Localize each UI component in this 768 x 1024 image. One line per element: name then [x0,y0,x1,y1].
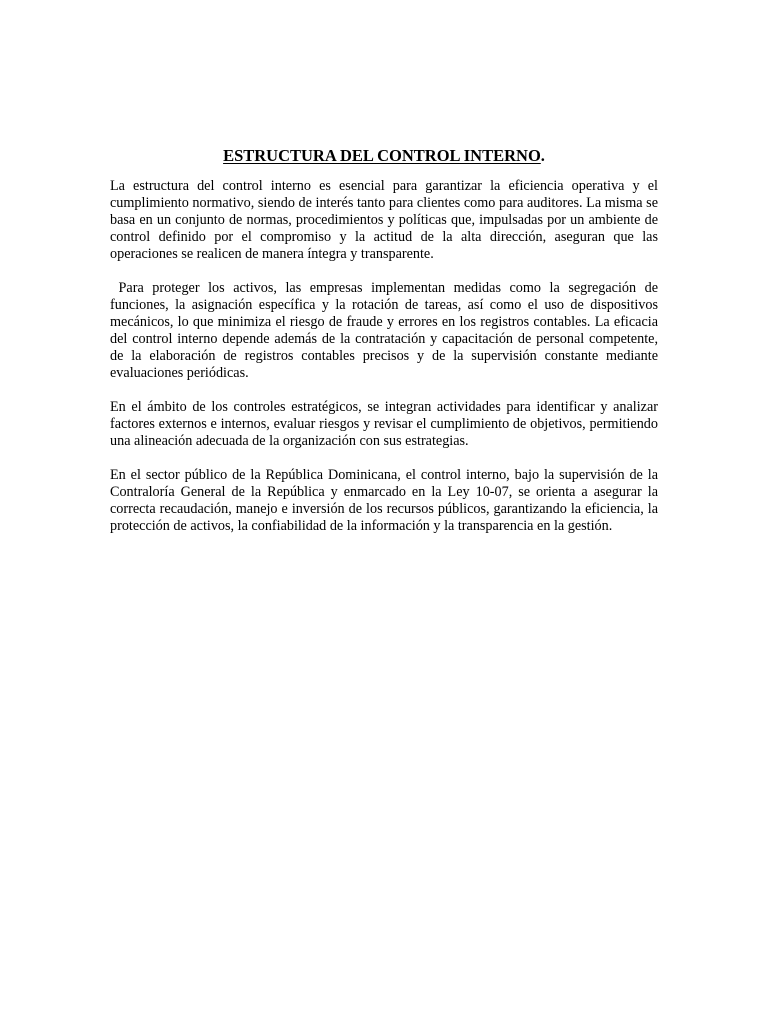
document-title-text: ESTRUCTURA DEL CONTROL INTERNO [223,146,541,165]
paragraph-4: En el sector público de la República Dominicana, el control interno, bajo la supervisión de la Contraloría General de la República y enmarcado en la Ley 10-07, se orienta a asegurar la correcta recaudación, manejo e inversión de los recursos públicos, garantizando la eficiencia, la protección de activos, la confiabilidad de la información y la transparencia en la gestión. [110,467,662,534]
paragraph-2: Para proteger los activos, las empresas implementan medidas como la segregación de funciones, la asignación específica y la rotación de tareas, así como el uso de dispositivos mecánicos, lo que minimiza el riesgo de fraude y errores en los registros contables. La eficacia del control interno depende además de la contratación y capacitación de personal competente, de la elaboración de registros contables precisos y de la supervisión constante mediante evaluaciones periódicas. [110,280,662,381]
document-title-period: . [540,146,545,165]
document-body [110,146,662,552]
paragraph-3: En el ámbito de los controles estratégicos, se integran actividades para identificar y analizar factores externos e internos, evaluar riesgos y revisar el cumplimiento de objetivos, permitiendo una alineación adecuada de la organización con sus estrategias. [110,399,662,449]
paragraph-1: La estructura del control interno es esencial para garantizar la eficiencia operativa y el cumplimiento normativo, siendo de interés tanto para clientes como para auditores. La misma se basa en un conjunto de normas, procedimientos y políticas que, impulsadas por un ambiente de control definido por el compromiso y la actitud de la alta dirección, aseguran que las operaciones se realicen de manera íntegra y transparente. [110,178,662,262]
document-title [110,146,658,166]
